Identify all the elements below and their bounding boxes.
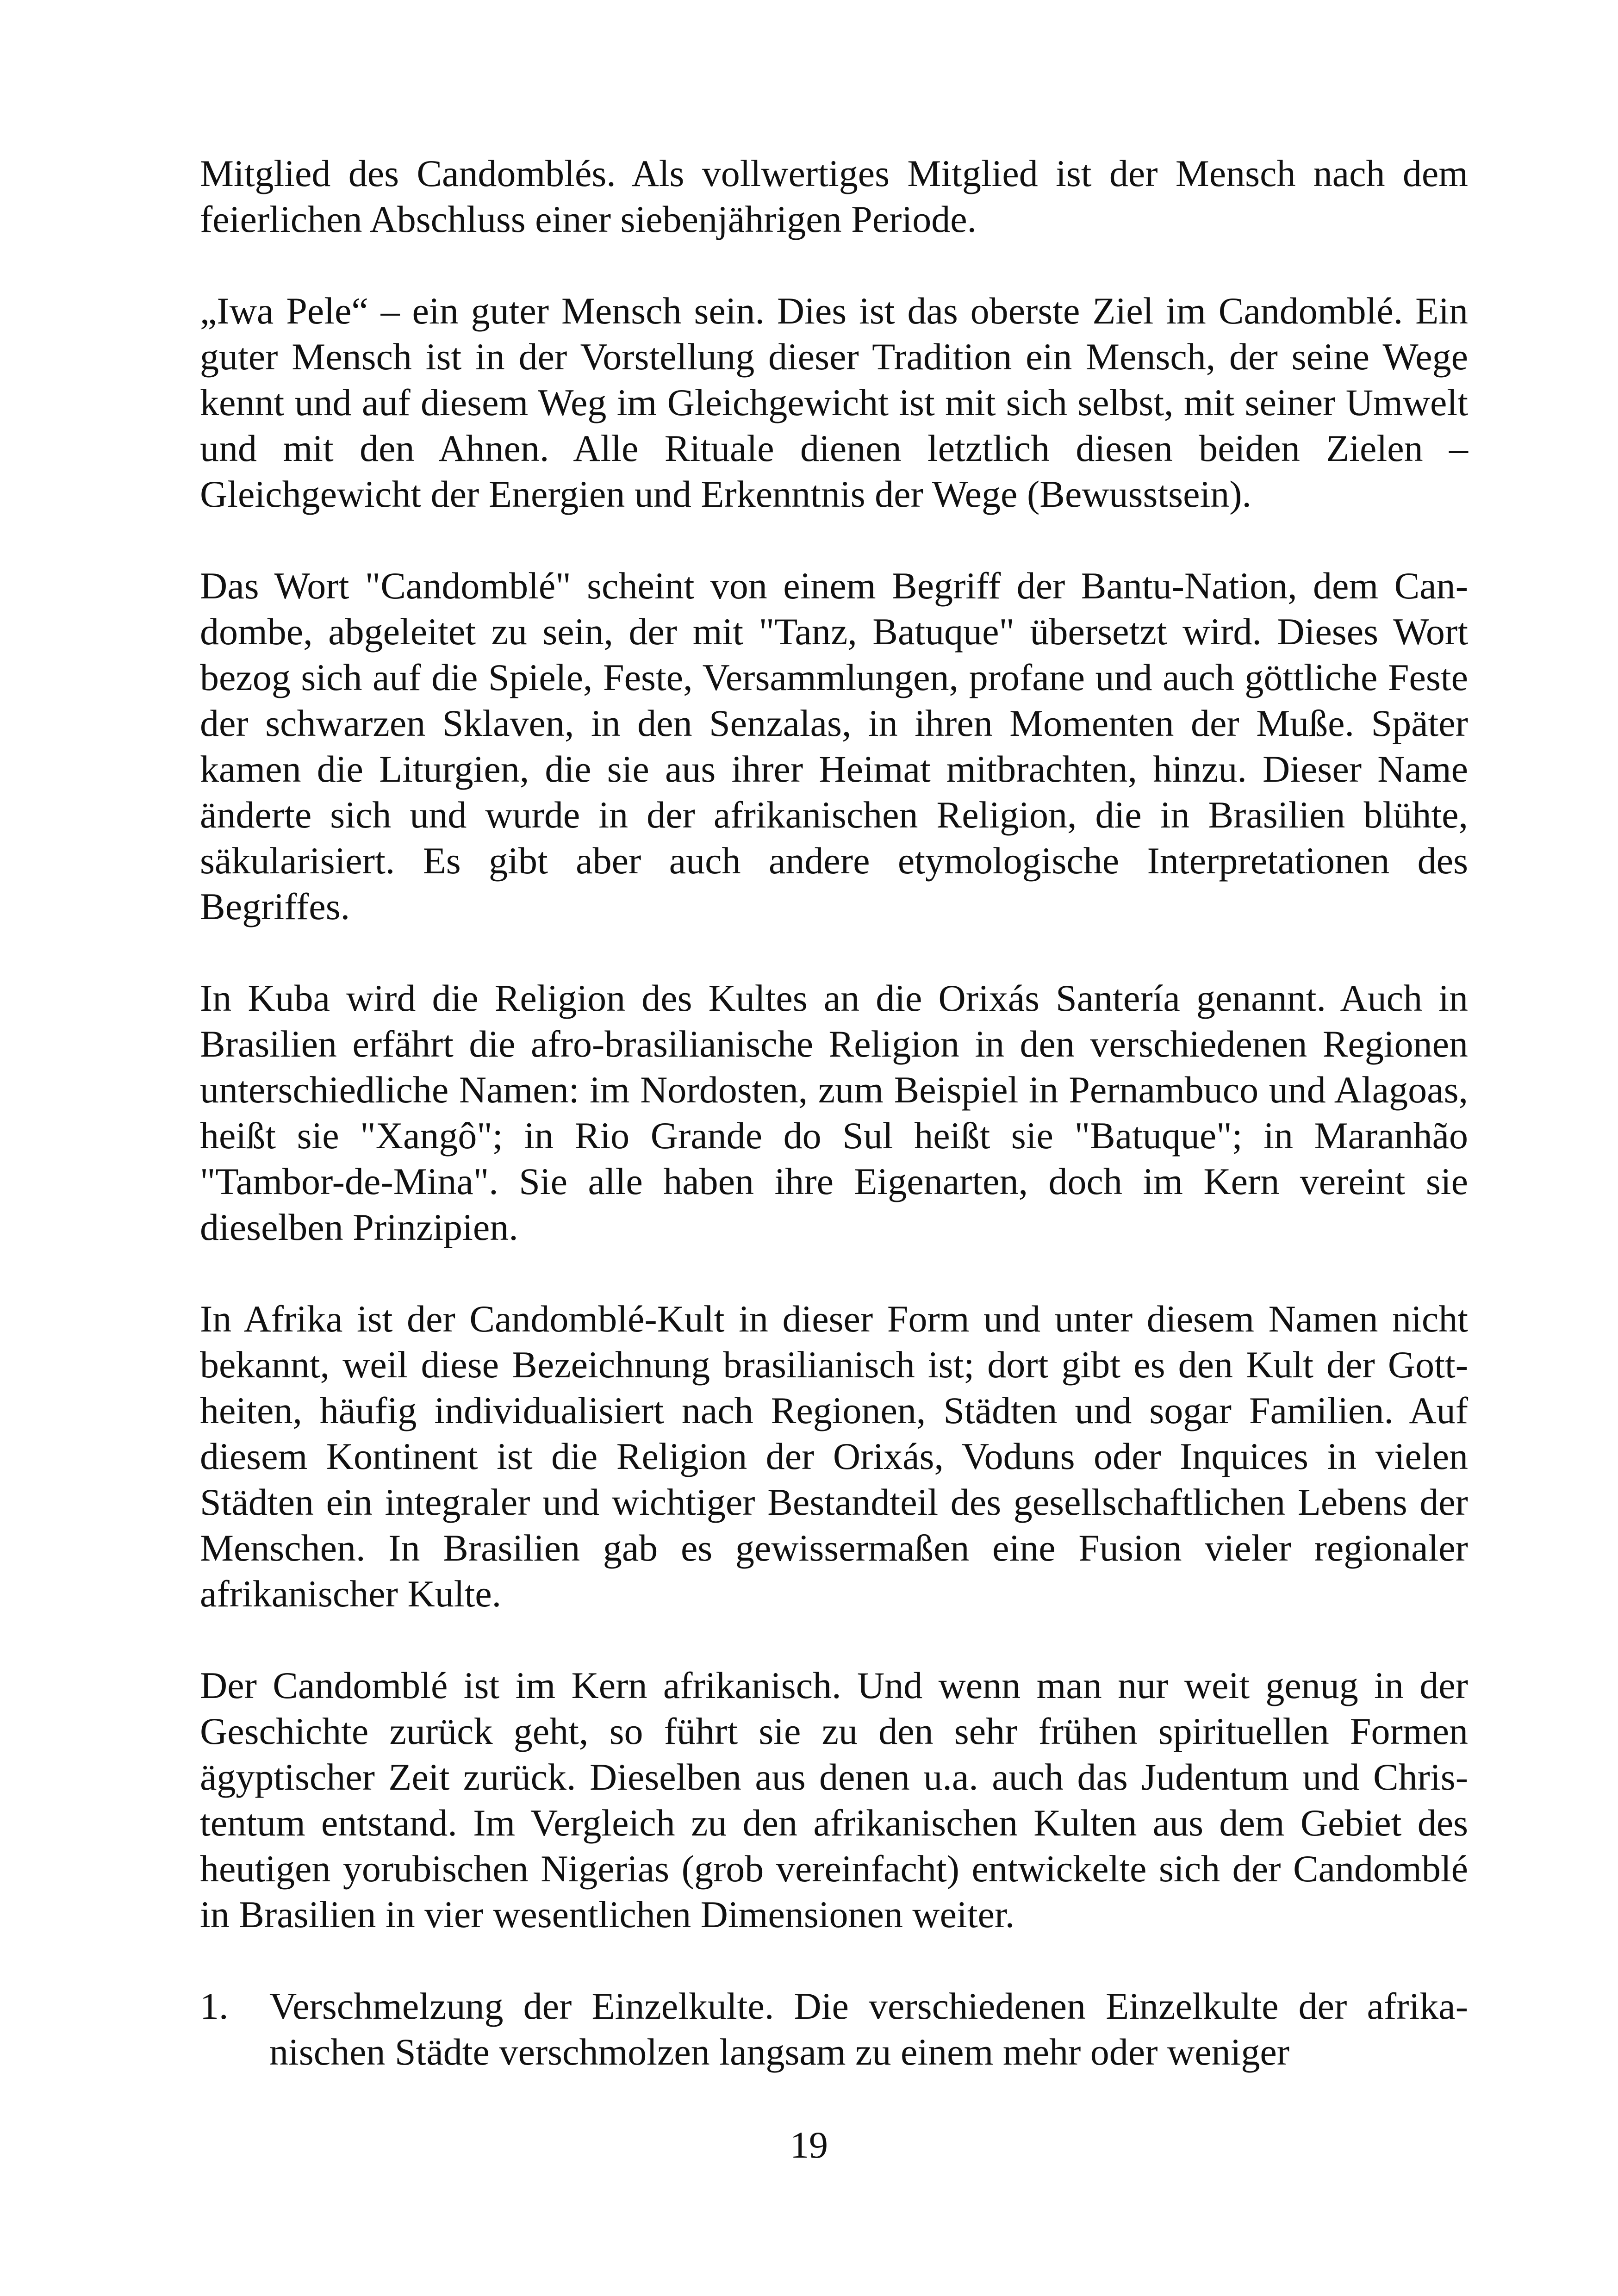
paragraph-4: In Kuba wird die Religion des Kultes an die Orixás Santería genannt. Auch in Brasilien erfährt die afro-brasilianische Religion in den verschiedenen Regionen unterschiedliche Namen: im Nordosten, zum Beispiel in Pernambuco und Alagoas, heißt sie "Xangô"; in Rio Grande do Sul heißt sie "Batuque"; in Maranhão "Tambor-de-Mina". Sie alle haben ihre Eigenarten, doch im Kern vereint sie dieselben Prinzipien. <box>200 977 1468 1248</box>
paragraph-6: Der Candomblé ist im Kern afrikanisch. Und wenn man nur weit genug in der Geschichte zurück geht, so führt sie zu den sehr frühen spirituellen Formen ägyptischer Zeit zurück. Dieselben aus denen u.a. auch das Judentum und Christentum entstand. Im Vergleich zu den afrikanischen Kulten aus dem Gebiet des heutigen yorubischen Nigerias (grob vereinfacht) entwickelte sich der Candomblé in Brasilien in vier wesentlichen Dimensionen weiter. <box>200 1664 1468 1935</box>
paragraph-3: Das Wort "Candomblé" scheint von einem Begriff der Bantu-Nation, dem Candombe, abgeleitet zu sein, der mit "Tanz, Batuque" übersetzt wird. Dieses Wort bezog sich auf die Spiele, Feste, Versammlungen, profane und auch göttliche Feste der schwarzen Sklaven, in den Senzalas, in ihren Momenten der Muße. Später kamen die Liturgien, die sie aus ihrer Heimat mitbrachten, hinzu. Dieser Name änderte sich und wurde in der afrikanischen Religion, die in Brasilien blühte, säkularisiert. Es gibt aber auch andere etymologische Interpretationen des Begriffes. <box>200 565 1468 927</box>
page-number: 19 <box>790 2124 828 2166</box>
paragraph-5: In Afrika ist der Candomblé-Kult in dieser Form und unter diesem Namen nicht bekannt, weil diese Bezeichnung brasilianisch ist; dort gibt es den Kult der Gottheiten, häufig individualisiert nach Regionen, Städten und sogar Familien. Auf diesem Kontinent ist die Religion der Orixás, Voduns oder Inquices in vielen Städten ein integraler und wichtiger Bestandteil des gesellschaftlichen Lebens der Menschen. In Brasilien gab es gewissermaßen eine Fusion vieler regionaler afrikanischer Kulte. <box>200 1298 1468 1615</box>
list-item-number: 1. <box>200 1985 229 2027</box>
paragraph-2: „Iwa Pele“ – ein guter Mensch sein. Dies ist das oberste Ziel im Candomblé. Ein guter Mensch ist in der Vorstellung dieser Tradition ein Mensch, der seine Wege kennt und auf diesem Weg im Gleichgewicht ist mit sich selbst, mit seiner Umwelt und mit den Ahnen. Alle Rituale dienen letztlich diesen beiden Zielen – Gleichgewicht der Energien und Erkenntnis der Wege (Bewusstsein). <box>200 290 1468 515</box>
body-text <box>200 150 1468 2075</box>
list-item-1 <box>200 1983 1468 2075</box>
list-item-text: Verschmelzung der Einzelkulte. Die verschiedenen Einzelkulte der afrikanischen Städte verschmolzen langsam zu einem mehr oder weniger <box>269 1985 1468 2073</box>
paragraph-1: Mitglied des Candomblés. Als vollwertiges Mitglied ist der Mensch nach dem feierlichen Abschluss einer siebenjährigen Periode. <box>200 152 1468 240</box>
